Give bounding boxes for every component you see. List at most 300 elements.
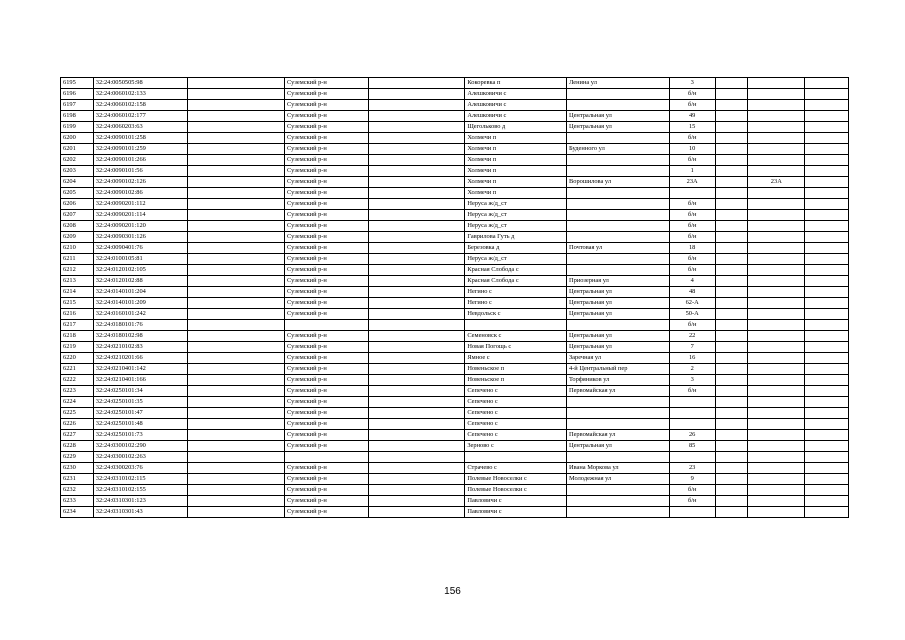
table-cell: б/н [669, 100, 715, 111]
table-cell: Неруса ж/д_ст [465, 254, 567, 265]
table-cell: Сепечено с [465, 430, 567, 441]
table-row [61, 496, 849, 507]
table-row [61, 177, 849, 188]
table-cell [805, 265, 849, 276]
table-row [61, 419, 849, 430]
table-cell [187, 133, 284, 144]
table-cell [715, 89, 748, 100]
table-cell [369, 199, 465, 210]
table-cell [805, 100, 849, 111]
table-cell [369, 276, 465, 287]
table-cell: Суземский р-н [285, 78, 369, 89]
table-cell: 18 [669, 243, 715, 254]
table-row [61, 331, 849, 342]
table-cell [369, 320, 465, 331]
table-cell [187, 298, 284, 309]
table-row [61, 232, 849, 243]
table-cell [748, 430, 805, 441]
table-cell: Сепечено с [465, 408, 567, 419]
table-cell [369, 155, 465, 166]
table-cell: Суземский р-н [285, 100, 369, 111]
table-cell: 6197 [61, 100, 94, 111]
table-cell [187, 309, 284, 320]
table-cell [369, 463, 465, 474]
table-cell [805, 507, 849, 518]
table-cell [805, 463, 849, 474]
table-cell: 6210 [61, 243, 94, 254]
table-cell [805, 419, 849, 430]
table-cell [715, 463, 748, 474]
table-cell [805, 276, 849, 287]
table-cell: б/н [669, 320, 715, 331]
table-cell: 6215 [61, 298, 94, 309]
table-cell [369, 265, 465, 276]
table-cell [566, 507, 669, 518]
table-cell [748, 320, 805, 331]
table-cell [715, 474, 748, 485]
table-cell: 32:24:0060102:177 [93, 111, 187, 122]
table-cell: Новая Погощь с [465, 342, 567, 353]
table-cell [187, 441, 284, 452]
table-cell: 6207 [61, 210, 94, 221]
table-cell: 15 [669, 122, 715, 133]
table-cell: 6201 [61, 144, 94, 155]
table-cell [369, 452, 465, 463]
table-cell [805, 144, 849, 155]
table-cell [748, 364, 805, 375]
table-cell [369, 144, 465, 155]
table-cell: 32:24:0090401:76 [93, 243, 187, 254]
table-cell [669, 507, 715, 518]
table-row [61, 430, 849, 441]
table-cell [715, 397, 748, 408]
table-cell [715, 408, 748, 419]
table-cell: 6230 [61, 463, 94, 474]
table-cell [369, 441, 465, 452]
table-cell [715, 287, 748, 298]
table-cell [748, 397, 805, 408]
table-cell [566, 89, 669, 100]
table-cell [715, 144, 748, 155]
table-cell [566, 166, 669, 177]
table-cell [187, 320, 284, 331]
table-cell [748, 122, 805, 133]
table-cell: Центральная ул [566, 331, 669, 342]
table-cell [748, 419, 805, 430]
table-cell: Холмечи п [465, 155, 567, 166]
table-cell [748, 452, 805, 463]
table-cell: 32:24:0160101:242 [93, 309, 187, 320]
table-cell [715, 298, 748, 309]
table-cell: Сепечено с [465, 397, 567, 408]
table-cell: Суземский р-н [285, 441, 369, 452]
table-cell [369, 375, 465, 386]
table-cell [187, 177, 284, 188]
table-cell: Суземский р-н [285, 254, 369, 265]
table-cell: Ленина ул [566, 78, 669, 89]
table-cell [369, 430, 465, 441]
table-cell [748, 309, 805, 320]
table-cell [805, 309, 849, 320]
table-cell [187, 276, 284, 287]
table-cell [805, 353, 849, 364]
table-cell [715, 155, 748, 166]
table-cell [748, 188, 805, 199]
table-cell: 6226 [61, 419, 94, 430]
table-cell: 32:24:0090201:114 [93, 210, 187, 221]
table-cell [715, 221, 748, 232]
table-cell: 3 [669, 78, 715, 89]
table-cell [187, 463, 284, 474]
table-cell: Ворошилова ул [566, 177, 669, 188]
table-cell: 32:24:0210401:142 [93, 364, 187, 375]
table-cell: б/н [669, 155, 715, 166]
table-cell: 32:24:0090101:258 [93, 133, 187, 144]
table-cell [748, 100, 805, 111]
table-cell [187, 188, 284, 199]
table-cell: 4-й Центральный пер [566, 364, 669, 375]
table-cell: Холмечи п [465, 188, 567, 199]
table-row [61, 287, 849, 298]
table-cell: 85 [669, 441, 715, 452]
table-cell [748, 166, 805, 177]
table-cell: 32:24:0140101:209 [93, 298, 187, 309]
table-cell [566, 199, 669, 210]
table-row [61, 265, 849, 276]
table-cell [187, 254, 284, 265]
table-cell: 32:24:0090101:266 [93, 155, 187, 166]
table-cell [715, 177, 748, 188]
table-cell: Суземский р-н [285, 507, 369, 518]
table-cell [715, 78, 748, 89]
table-cell [805, 166, 849, 177]
table-cell [369, 254, 465, 265]
table-cell: 6218 [61, 331, 94, 342]
table-cell: 32:24:0090201:112 [93, 199, 187, 210]
table-cell: 32:24:0250101:73 [93, 430, 187, 441]
table-body [61, 78, 849, 518]
table-cell: 6227 [61, 430, 94, 441]
table-cell [187, 507, 284, 518]
table-cell: Кокоревка п [465, 78, 567, 89]
table-cell: Торфяников ул [566, 375, 669, 386]
table-row [61, 452, 849, 463]
table-cell: 6223 [61, 386, 94, 397]
table-cell [748, 463, 805, 474]
table-cell [805, 133, 849, 144]
table-row [61, 320, 849, 331]
table-cell: Суземский р-н [285, 485, 369, 496]
table-cell: Ивана Моркова ул [566, 463, 669, 474]
table-cell: 48 [669, 287, 715, 298]
table-cell [187, 375, 284, 386]
table-row [61, 221, 849, 232]
table-cell: 6222 [61, 375, 94, 386]
table-cell: б/н [669, 485, 715, 496]
table-cell [369, 309, 465, 320]
table-cell [566, 188, 669, 199]
table-cell: 32:24:0120102:88 [93, 276, 187, 287]
table-cell: Холмечи п [465, 133, 567, 144]
table-row [61, 463, 849, 474]
table-cell: 6211 [61, 254, 94, 265]
table-cell: Суземский р-н [285, 287, 369, 298]
table-cell: 32:24:0310102:155 [93, 485, 187, 496]
table-cell [187, 364, 284, 375]
table-cell: Павловичи с [465, 507, 567, 518]
table-cell: 6229 [61, 452, 94, 463]
table-cell [748, 441, 805, 452]
table-cell [805, 408, 849, 419]
table-cell [748, 408, 805, 419]
table-cell [566, 210, 669, 221]
table-cell [566, 265, 669, 276]
table-cell [748, 298, 805, 309]
table-cell [748, 89, 805, 100]
table-cell [715, 331, 748, 342]
table-row [61, 375, 849, 386]
table-cell [715, 122, 748, 133]
table-cell: Суземский р-н [285, 397, 369, 408]
table-cell: 32:24:0060102:158 [93, 100, 187, 111]
table-cell [369, 100, 465, 111]
table-cell [748, 232, 805, 243]
table-cell [369, 364, 465, 375]
table-cell [187, 221, 284, 232]
table-cell [187, 397, 284, 408]
table-cell: 32:24:0140101:204 [93, 287, 187, 298]
table-cell: Страчево с [465, 463, 567, 474]
table-cell [369, 408, 465, 419]
table-cell: Суземский р-н [285, 474, 369, 485]
table-cell [748, 254, 805, 265]
table-cell [369, 507, 465, 518]
table-row [61, 309, 849, 320]
table-cell: Холмечи п [465, 166, 567, 177]
table-cell: 9 [669, 474, 715, 485]
table-cell [748, 287, 805, 298]
table-cell: 6219 [61, 342, 94, 353]
table-cell: Ямное с [465, 353, 567, 364]
table-cell [187, 89, 284, 100]
table-cell: 6202 [61, 155, 94, 166]
table-cell [187, 100, 284, 111]
table-cell [715, 188, 748, 199]
table-cell [669, 408, 715, 419]
table-cell [715, 232, 748, 243]
table-cell [715, 452, 748, 463]
table-cell [369, 188, 465, 199]
table-cell [187, 474, 284, 485]
table-row [61, 254, 849, 265]
table-row [61, 89, 849, 100]
table-cell: Центральная ул [566, 441, 669, 452]
table-cell: Первомайская ул [566, 386, 669, 397]
table-cell: 6224 [61, 397, 94, 408]
table-cell: 10 [669, 144, 715, 155]
table-cell [369, 353, 465, 364]
table-cell [715, 496, 748, 507]
table-cell: Холмечи п [465, 177, 567, 188]
table-cell: 3 [669, 375, 715, 386]
table-cell [748, 386, 805, 397]
table-cell: Полевые Новоселки с [465, 485, 567, 496]
table-cell [715, 276, 748, 287]
table-cell [805, 375, 849, 386]
table-cell [369, 177, 465, 188]
table-cell: Зерново с [465, 441, 567, 452]
table-cell [669, 452, 715, 463]
table-cell: 6228 [61, 441, 94, 452]
page-number: 156 [444, 586, 461, 597]
table-cell: Березовка д [465, 243, 567, 254]
table-cell: Центральная ул [566, 287, 669, 298]
table-cell [805, 243, 849, 254]
table-row [61, 474, 849, 485]
table-cell [566, 320, 669, 331]
table-cell: 26 [669, 430, 715, 441]
table-cell [187, 430, 284, 441]
table-cell: Центральная ул [566, 122, 669, 133]
table-cell: Суземский р-н [285, 463, 369, 474]
table-cell: Суземский р-н [285, 419, 369, 430]
table-cell: 32:24:0180101:76 [93, 320, 187, 331]
table-cell: 32:24:0250101:47 [93, 408, 187, 419]
table-cell: 6209 [61, 232, 94, 243]
table-cell [748, 199, 805, 210]
table-cell: Неруса ж/д_ст [465, 210, 567, 221]
table-cell [805, 177, 849, 188]
table-cell [805, 221, 849, 232]
table-cell: 6213 [61, 276, 94, 287]
table-cell [369, 298, 465, 309]
table-row [61, 276, 849, 287]
table-row [61, 100, 849, 111]
table-cell [715, 100, 748, 111]
table-cell: Холмечи п [465, 144, 567, 155]
table-cell: Павловичи с [465, 496, 567, 507]
table-cell [669, 188, 715, 199]
table-cell: б/н [669, 254, 715, 265]
table-cell: 6208 [61, 221, 94, 232]
table-cell [187, 485, 284, 496]
table-cell: 6234 [61, 507, 94, 518]
table-row [61, 441, 849, 452]
table-cell: 32:24:0210401:166 [93, 375, 187, 386]
table-cell: Суземский р-н [285, 199, 369, 210]
table-cell [748, 496, 805, 507]
table-cell: 6233 [61, 496, 94, 507]
table-row [61, 210, 849, 221]
table-cell: 32:24:0090201:120 [93, 221, 187, 232]
table-cell [805, 232, 849, 243]
table-cell: б/н [669, 89, 715, 100]
table-cell: 6200 [61, 133, 94, 144]
table-cell: Негино с [465, 287, 567, 298]
table-cell: Красная Слобода с [465, 265, 567, 276]
table-cell: Суземский р-н [285, 144, 369, 155]
table-cell: Семеновск с [465, 331, 567, 342]
table-cell: 4 [669, 276, 715, 287]
table-cell: Алешковичи с [465, 100, 567, 111]
table-cell [369, 89, 465, 100]
table-cell: Приозерная ул [566, 276, 669, 287]
table-cell [715, 485, 748, 496]
table-cell: Суземский р-н [285, 496, 369, 507]
table-cell: Щегольково д [465, 122, 567, 133]
table-row [61, 133, 849, 144]
table-cell: Суземский р-н [285, 232, 369, 243]
table-cell [748, 507, 805, 518]
table-cell: 6195 [61, 78, 94, 89]
table-cell: 6232 [61, 485, 94, 496]
table-cell [748, 474, 805, 485]
table-cell [566, 496, 669, 507]
table-cell [285, 320, 369, 331]
table-cell: 6205 [61, 188, 94, 199]
table-cell [369, 232, 465, 243]
table-cell [187, 243, 284, 254]
table-cell: Суземский р-н [285, 243, 369, 254]
table-cell: Суземский р-н [285, 342, 369, 353]
table-cell: Новеньское п [465, 364, 567, 375]
table-row [61, 155, 849, 166]
table-cell [715, 265, 748, 276]
table-cell [805, 386, 849, 397]
table-cell [187, 144, 284, 155]
table-cell: б/н [669, 199, 715, 210]
table-cell [369, 210, 465, 221]
table-cell [187, 342, 284, 353]
table-cell [285, 452, 369, 463]
table-cell: 6214 [61, 287, 94, 298]
table-cell [805, 254, 849, 265]
table-cell: Суземский р-н [285, 276, 369, 287]
table-cell [805, 78, 849, 89]
table-cell: Центральная ул [566, 342, 669, 353]
table-cell: 32:24:0300102:263 [93, 452, 187, 463]
table-cell [715, 166, 748, 177]
table-cell [748, 78, 805, 89]
table-cell: 32:24:0090101:56 [93, 166, 187, 177]
table-cell [748, 243, 805, 254]
table-cell [669, 397, 715, 408]
table-cell: 7 [669, 342, 715, 353]
table-cell: Почтовая ул [566, 243, 669, 254]
table-cell: 50-А [669, 309, 715, 320]
table-cell: б/н [669, 210, 715, 221]
table-cell: 62-А [669, 298, 715, 309]
table-cell: 32:24:0060203:63 [93, 122, 187, 133]
table-cell: Невдольск с [465, 309, 567, 320]
table-row [61, 364, 849, 375]
table-cell [566, 155, 669, 166]
table-cell [369, 419, 465, 430]
table-cell [566, 419, 669, 430]
table-row [61, 397, 849, 408]
table-cell: Суземский р-н [285, 375, 369, 386]
table-cell: 32:24:0300203:76 [93, 463, 187, 474]
table-cell [805, 320, 849, 331]
table-cell [715, 430, 748, 441]
table-cell: 6220 [61, 353, 94, 364]
table-cell [566, 408, 669, 419]
table-cell: 32:24:0050505:98 [93, 78, 187, 89]
table-cell [805, 155, 849, 166]
table-cell: 32:24:0060102:133 [93, 89, 187, 100]
table-cell [805, 430, 849, 441]
table-cell: 22 [669, 331, 715, 342]
